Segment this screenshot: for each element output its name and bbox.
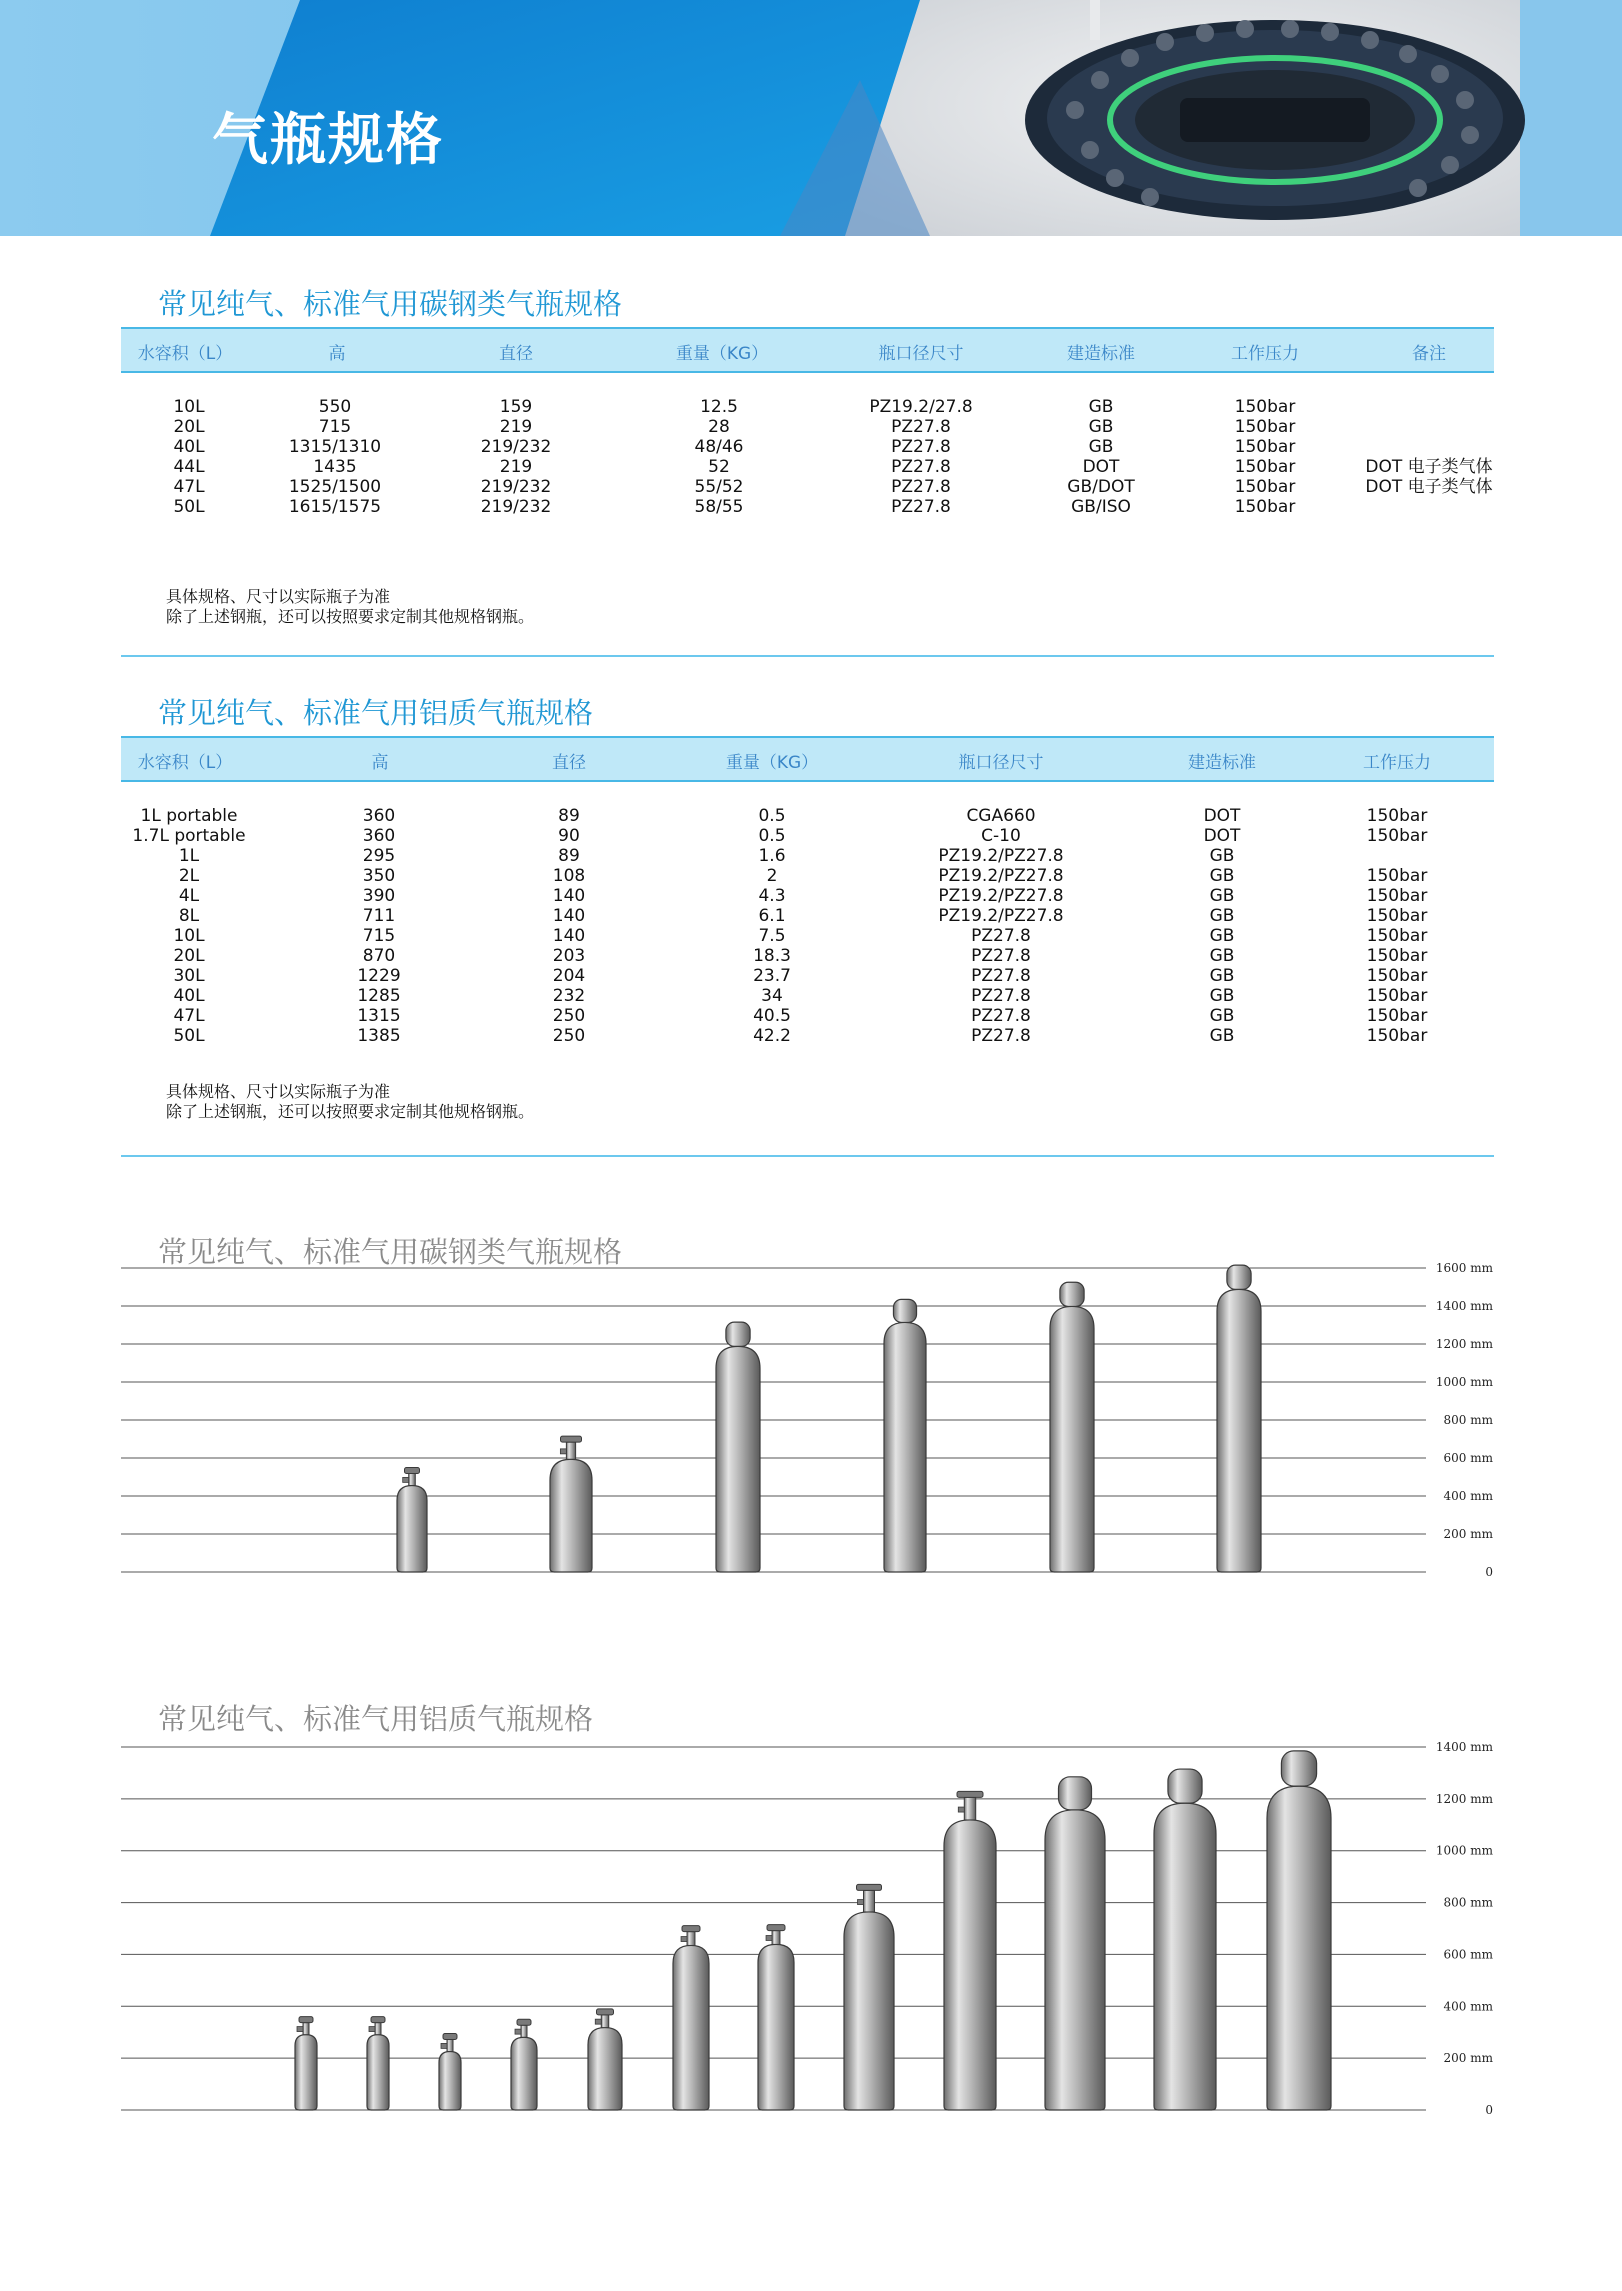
cell-height: 360	[362, 806, 396, 826]
cell-diameter: 140	[552, 886, 586, 906]
cell-standard: GB	[1088, 417, 1114, 437]
cell-volume: 30L	[173, 966, 205, 986]
cell-standard: DOT	[1082, 457, 1120, 477]
cell-weight: 6.1	[758, 906, 786, 926]
cell-pressure: 150bar	[1234, 497, 1296, 517]
cell-volume: 40L	[173, 437, 205, 457]
cell-weight: 0.5	[758, 826, 786, 846]
steel-chart-title: 常见纯气、标准气用碳钢类气瓶规格	[158, 1235, 623, 1269]
cell-height: 390	[362, 886, 396, 906]
cell-diameter: 89	[558, 806, 580, 826]
col-header-volume: 水容积（L）	[137, 344, 233, 364]
cell-pressure: 150bar	[1366, 866, 1428, 886]
table-row	[121, 806, 1494, 826]
aluminum-chart-title: 常见纯气、标准气用铝质气瓶规格	[158, 1702, 594, 1736]
cell-weight: 12.5	[700, 397, 738, 417]
col-header-valve-size: 瓶口径尺寸	[958, 753, 1044, 773]
cell-diameter: 232	[552, 986, 586, 1006]
cell-height: 715	[318, 417, 352, 437]
col-header-remarks: 备注	[1412, 344, 1446, 364]
table-row	[121, 986, 1494, 1006]
cell-standard: GB	[1209, 846, 1235, 866]
col-header-diameter: 直径	[499, 344, 533, 364]
cell-weight: 40.5	[753, 1006, 791, 1026]
cell-weight: 58/55	[694, 497, 744, 517]
cell-volume: 1.7L portable	[132, 826, 246, 846]
table-row	[121, 946, 1494, 966]
y-tick-label: 600 mm	[1443, 1947, 1493, 1962]
cell-pressure: 150bar	[1366, 826, 1428, 846]
cell-weight: 52	[708, 457, 730, 477]
cell-volume: 47L	[173, 477, 205, 497]
table-row	[121, 826, 1494, 846]
cell-diameter: 250	[552, 1026, 586, 1046]
cell-height: 1315/1310	[288, 437, 382, 457]
y-tick-label: 400 mm	[1443, 1489, 1493, 1503]
cell-diameter: 250	[552, 1006, 586, 1026]
cell-valve-size: PZ27.8	[971, 946, 1031, 966]
cylinder-bar	[1217, 1265, 1261, 1572]
section-divider	[121, 655, 1494, 657]
cell-standard: GB	[1209, 906, 1235, 926]
cell-standard: GB	[1209, 966, 1235, 986]
cell-valve-size: PZ27.8	[891, 417, 951, 437]
cylinder-bar	[1267, 1751, 1331, 2110]
cell-valve-size: PZ19.2/PZ27.8	[938, 846, 1064, 866]
cell-volume: 8L	[178, 906, 200, 926]
cell-weight: 34	[761, 986, 783, 1006]
cell-volume: 47L	[173, 1006, 205, 1026]
cell-diameter: 140	[552, 926, 586, 946]
cell-standard: GB	[1209, 986, 1235, 1006]
cell-diameter: 219	[499, 457, 533, 477]
cell-pressure: 150bar	[1366, 926, 1428, 946]
cell-valve-size: PZ27.8	[891, 437, 951, 457]
cell-diameter: 204	[552, 966, 586, 986]
cylinder-bar	[884, 1299, 926, 1572]
cell-pressure: 150bar	[1366, 886, 1428, 906]
table-row	[121, 886, 1494, 906]
y-tick-label: 800 mm	[1443, 1895, 1493, 1910]
cell-volume: 1L	[178, 846, 200, 866]
page-title: 气瓶规格	[212, 108, 444, 173]
cell-valve-size: PZ19.2/PZ27.8	[938, 866, 1064, 886]
cell-pressure: 150bar	[1234, 457, 1296, 477]
cell-pressure: 150bar	[1366, 966, 1428, 986]
cell-pressure: 150bar	[1234, 417, 1296, 437]
cell-volume: 44L	[173, 457, 205, 477]
cell-valve-size: PZ27.8	[971, 1026, 1031, 1046]
table-row	[121, 397, 1494, 417]
aluminum-note-1: 具体规格、尺寸以实际瓶子为准	[166, 1082, 391, 1101]
steel-note-2: 除了上述钢瓶，还可以按照要求定制其他规格钢瓶。	[166, 607, 535, 626]
cell-height: 295	[362, 846, 396, 866]
cell-diameter: 219/232	[480, 437, 552, 457]
cell-diameter: 140	[552, 906, 586, 926]
cell-pressure: 150bar	[1234, 397, 1296, 417]
cell-volume: 2L	[178, 866, 200, 886]
cell-height: 715	[362, 926, 396, 946]
cell-volume: 10L	[173, 926, 205, 946]
cell-diameter: 219/232	[480, 497, 552, 517]
cell-volume: 50L	[173, 1026, 205, 1046]
col-header-weight: 重量（KG）	[725, 753, 819, 773]
cell-valve-size: PZ27.8	[891, 497, 951, 517]
table-row	[121, 437, 1494, 457]
cylinder-bar	[673, 1926, 709, 2110]
y-tick-label: 1200 mm	[1435, 1337, 1493, 1351]
cell-height: 1525/1500	[288, 477, 382, 497]
y-tick-label: 1000 mm	[1435, 1843, 1493, 1858]
table-row	[121, 926, 1494, 946]
cell-diameter: 89	[558, 846, 580, 866]
cell-volume: 20L	[173, 417, 205, 437]
cell-standard: GB/ISO	[1071, 497, 1131, 517]
cell-standard: GB	[1209, 926, 1235, 946]
cell-diameter: 108	[552, 866, 586, 886]
cell-valve-size: PZ19.2/PZ27.8	[938, 906, 1064, 926]
y-tick-label: 1200 mm	[1435, 1791, 1493, 1806]
col-header-valve-size: 瓶口径尺寸	[878, 344, 964, 364]
cell-weight: 0.5	[758, 806, 786, 826]
table-row	[121, 1006, 1494, 1026]
cell-pressure: 150bar	[1366, 806, 1428, 826]
cell-standard: GB	[1088, 397, 1114, 417]
cell-diameter: 219	[499, 417, 533, 437]
cylinder-bar	[1045, 1777, 1105, 2110]
cell-valve-size: CGA660	[966, 806, 1036, 826]
cell-height: 550	[318, 397, 352, 417]
cell-weight: 2	[766, 866, 778, 886]
cell-volume: 40L	[173, 986, 205, 1006]
cylinder-bar	[367, 2017, 389, 2110]
cell-valve-size: PZ27.8	[971, 926, 1031, 946]
cell-diameter: 159	[499, 397, 533, 417]
y-tick-label: 0	[1485, 2103, 1493, 2117]
col-header-standard: 建造标准	[1067, 344, 1135, 364]
y-tick-label: 1400 mm	[1435, 1740, 1493, 1754]
cell-height: 1615/1575	[288, 497, 382, 517]
cylinder-bar	[1050, 1282, 1094, 1572]
cell-pressure: 150bar	[1366, 1026, 1428, 1046]
cell-height: 870	[362, 946, 396, 966]
table-row	[121, 417, 1494, 437]
cell-standard: GB/DOT	[1067, 477, 1135, 497]
y-tick-label: 800 mm	[1443, 1413, 1493, 1427]
table-row	[121, 966, 1494, 986]
steel-note-1: 具体规格、尺寸以实际瓶子为准	[166, 587, 391, 606]
cell-height: 1285	[357, 986, 401, 1006]
cell-diameter: 90	[558, 826, 580, 846]
table-row	[121, 1026, 1494, 1046]
table-row	[121, 497, 1494, 517]
cell-height: 1315	[357, 1006, 401, 1026]
table-row	[121, 457, 1494, 477]
cell-standard: DOT	[1203, 806, 1241, 826]
table-row	[121, 846, 1494, 866]
section-divider	[121, 1155, 1494, 1157]
cell-standard: GB	[1209, 1026, 1235, 1046]
cell-valve-size: PZ27.8	[891, 477, 951, 497]
cell-height: 1229	[357, 966, 401, 986]
cell-standard: GB	[1209, 866, 1235, 886]
y-tick-label: 200 mm	[1443, 2051, 1493, 2066]
cell-height: 350	[362, 866, 396, 886]
table-row	[121, 477, 1494, 497]
cylinder-bar	[844, 1884, 894, 2110]
cell-standard: DOT	[1203, 826, 1241, 846]
cell-standard: GB	[1209, 886, 1235, 906]
col-header-volume: 水容积（L）	[137, 753, 233, 773]
steel-table-title: 常见纯气、标准气用碳钢类气瓶规格	[158, 287, 623, 321]
cell-weight: 1.6	[758, 846, 786, 866]
aluminum-table-header	[121, 736, 1494, 782]
table-row	[121, 906, 1494, 926]
col-header-weight: 重量（KG）	[675, 344, 769, 364]
cell-valve-size: PZ27.8	[971, 1006, 1031, 1026]
col-header-height: 高	[328, 344, 346, 364]
cylinder-bar	[397, 1468, 427, 1573]
cell-weight: 4.3	[758, 886, 786, 906]
cell-remarks: DOT 电子类气体	[1365, 457, 1493, 477]
cylinder-bar	[944, 1791, 996, 2110]
cell-standard: GB	[1088, 437, 1114, 457]
cell-diameter: 219/232	[480, 477, 552, 497]
cell-standard: GB	[1209, 1006, 1235, 1026]
y-tick-label: 400 mm	[1443, 1999, 1493, 2014]
cell-valve-size: C-10	[981, 826, 1021, 846]
cell-pressure: 150bar	[1366, 1006, 1428, 1026]
cylinder-bar	[588, 2009, 622, 2110]
cell-diameter: 203	[552, 946, 586, 966]
col-header-standard: 建造标准	[1188, 753, 1256, 773]
cell-valve-size: PZ19.2/27.8	[869, 397, 973, 417]
cylinder-bar	[550, 1436, 592, 1572]
y-tick-label: 600 mm	[1443, 1451, 1493, 1465]
y-tick-label: 0	[1485, 1565, 1493, 1579]
cell-height: 1385	[357, 1026, 401, 1046]
cell-pressure: 150bar	[1234, 437, 1296, 457]
aluminum-cylinder-chart	[0, 1720, 1622, 2120]
cell-weight: 7.5	[758, 926, 786, 946]
cell-weight: 23.7	[753, 966, 791, 986]
cell-volume: 1L portable	[140, 806, 238, 826]
cell-height: 711	[362, 906, 396, 926]
cell-weight: 28	[708, 417, 730, 437]
cell-weight: 48/46	[694, 437, 744, 457]
cell-volume: 50L	[173, 497, 205, 517]
cell-pressure: 150bar	[1366, 986, 1428, 1006]
cell-volume: 20L	[173, 946, 205, 966]
cylinder-bar	[511, 2019, 537, 2110]
cell-height: 1435	[313, 457, 357, 477]
cell-height: 360	[362, 826, 396, 846]
steel-cylinder-chart	[0, 1255, 1622, 1585]
col-header-diameter: 直径	[552, 753, 586, 773]
cell-standard: GB	[1209, 946, 1235, 966]
y-tick-label: 200 mm	[1443, 1527, 1493, 1541]
cylinder-bar	[439, 2034, 461, 2110]
y-tick-label: 1400 mm	[1435, 1299, 1493, 1313]
cell-valve-size: PZ27.8	[971, 966, 1031, 986]
steel-table-header	[121, 327, 1494, 373]
col-header-pressure: 工作压力	[1231, 344, 1299, 364]
cell-weight: 55/52	[694, 477, 744, 497]
cell-weight: 42.2	[753, 1026, 791, 1046]
aluminum-table-title: 常见纯气、标准气用铝质气瓶规格	[158, 696, 594, 730]
y-tick-label: 1000 mm	[1435, 1375, 1493, 1389]
cell-pressure: 150bar	[1366, 946, 1428, 966]
y-tick-label: 1600 mm	[1435, 1261, 1493, 1275]
cell-volume: 4L	[178, 886, 200, 906]
header-banner	[0, 0, 1622, 236]
cell-pressure: 150bar	[1234, 477, 1296, 497]
cylinder-bar	[758, 1925, 794, 2110]
col-header-height: 高	[371, 753, 389, 773]
cell-volume: 10L	[173, 397, 205, 417]
cell-valve-size: PZ27.8	[971, 986, 1031, 1006]
cell-valve-size: PZ19.2/PZ27.8	[938, 886, 1064, 906]
table-row	[121, 866, 1494, 886]
aluminum-note-2: 除了上述钢瓶，还可以按照要求定制其他规格钢瓶。	[166, 1102, 535, 1121]
col-header-pressure: 工作压力	[1363, 753, 1431, 773]
cell-weight: 18.3	[753, 946, 791, 966]
cylinder-bar	[1154, 1769, 1216, 2110]
cell-valve-size: PZ27.8	[891, 457, 951, 477]
cylinder-bar	[295, 2017, 317, 2110]
cylinder-bar	[716, 1322, 760, 1572]
cell-pressure: 150bar	[1366, 906, 1428, 926]
cell-remarks: DOT 电子类气体	[1365, 477, 1493, 497]
